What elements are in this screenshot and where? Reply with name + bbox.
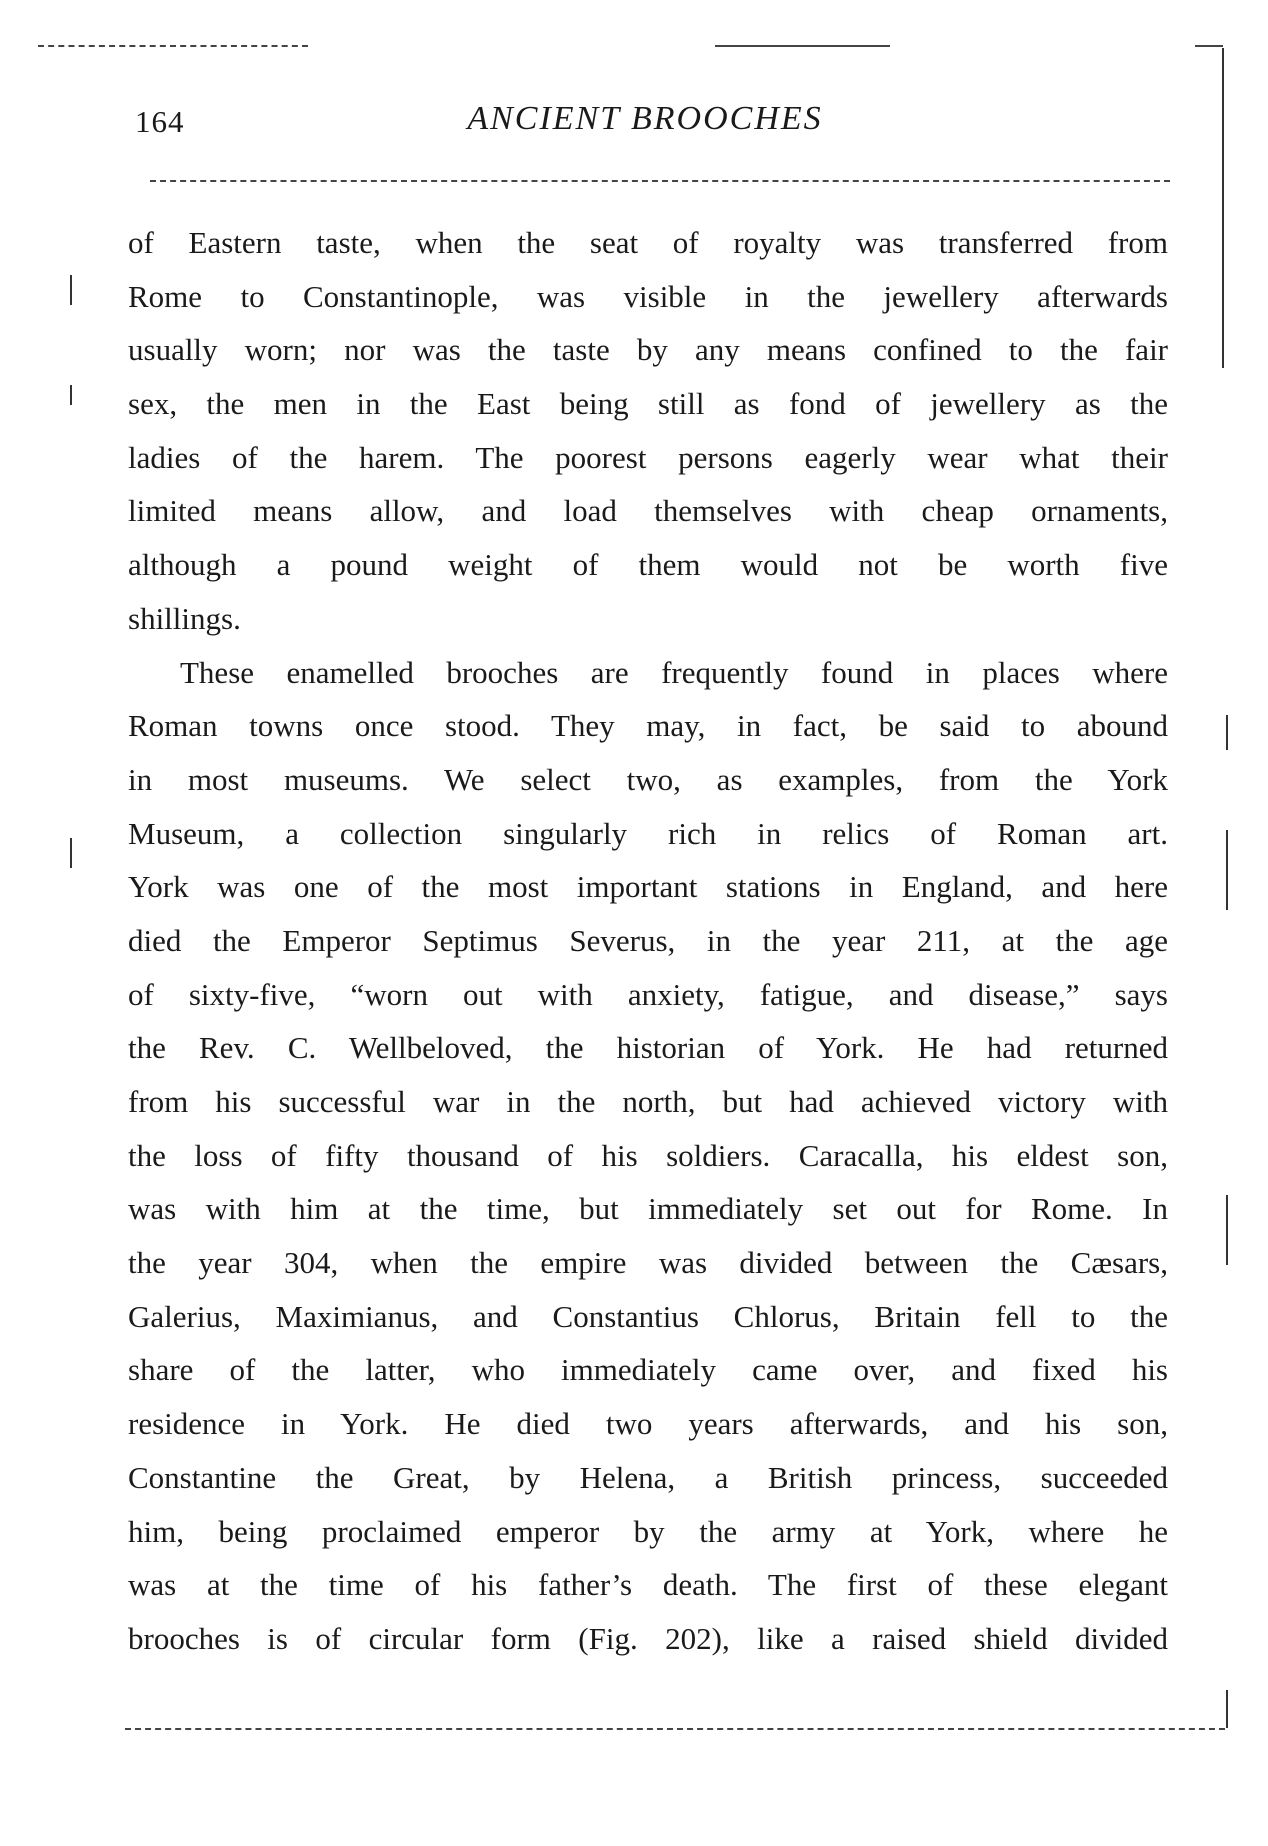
paragraph-1 bbox=[128, 216, 1168, 646]
right-edge-line-top bbox=[1222, 48, 1224, 368]
text-line: Rome to Constantinople, was visible in the jewellery afterwards bbox=[128, 278, 1168, 314]
text-line: died the Emperor Septimus Severus, in the year 211, at the age bbox=[128, 922, 1168, 958]
text-line: the year 304, when the empire was divided between the Cæsars, bbox=[128, 1245, 1168, 1281]
text-line: was with him at the time, but immediately set out for Rome. In bbox=[128, 1191, 1168, 1227]
text-line: Roman towns once stood. They may, in fact, be said to abound bbox=[128, 708, 1168, 744]
right-margin-mark-1 bbox=[1226, 715, 1228, 750]
text-line: him, being proclaimed emperor by the army at York, where he bbox=[128, 1513, 1168, 1549]
right-margin-mark-3 bbox=[1226, 1195, 1228, 1265]
bottom-scan-rule bbox=[125, 1728, 1225, 1730]
text-line: sex, the men in the East being still as fond of jewellery as the bbox=[128, 386, 1168, 422]
header-rule bbox=[150, 180, 1170, 182]
top-scan-rule-right bbox=[715, 45, 890, 47]
text-line: was at the time of his father’s death. The first of these elegant bbox=[128, 1567, 1168, 1603]
text-line: the loss of fifty thousand of his soldiers. Caracalla, his eldest son, bbox=[128, 1137, 1168, 1173]
page-number: 164 bbox=[135, 104, 185, 139]
text-line: of sixty-five, “worn out with anxiety, fatigue, and disease,” says bbox=[128, 976, 1168, 1012]
text-line: brooches is of circular form (Fig. 202), like a raised shield divided bbox=[128, 1620, 1168, 1656]
right-margin-mark-2 bbox=[1226, 830, 1228, 910]
text-line: although a pound weight of them would not be worth five bbox=[128, 547, 1168, 583]
text-line: residence in York. He died two years afterwards, and his son, bbox=[128, 1406, 1168, 1442]
text-line: in most museums. We select two, as examples, from the York bbox=[128, 761, 1168, 797]
top-scan-rule-corner bbox=[1195, 45, 1223, 47]
left-margin-mark-1 bbox=[70, 275, 72, 305]
text-line: Museum, a collection singularly rich in relics of Roman art. bbox=[128, 815, 1168, 851]
text-line: from his successful war in the north, but had achieved victory with bbox=[128, 1084, 1168, 1119]
text-line: Constantine the Great, by Helena, a British princess, succeeded bbox=[128, 1459, 1168, 1495]
text-line: shillings. bbox=[128, 600, 241, 636]
text-line: Galerius, Maximianus, and Constantius Chlorus, Britain fell to the bbox=[128, 1298, 1168, 1334]
left-margin-mark-3 bbox=[70, 838, 72, 868]
top-scan-rule-left bbox=[38, 45, 308, 47]
paragraph-2 bbox=[128, 646, 1168, 1666]
text-line: limited means allow, and load themselves with cheap ornaments, bbox=[128, 493, 1168, 529]
text-line: These enamelled brooches are frequently found in places where bbox=[180, 654, 1168, 690]
text-line: of Eastern taste, when the seat of royalty was transferred from bbox=[128, 225, 1168, 260]
text-line: share of the latter, who immediately came over, and fixed his bbox=[128, 1352, 1168, 1388]
text-line: ladies of the harem. The poorest persons eagerly wear what their bbox=[128, 439, 1168, 475]
left-margin-mark-2 bbox=[70, 385, 72, 405]
running-title: ANCIENT BROOCHES bbox=[467, 100, 823, 137]
text-line: usually worn; nor was the taste by any means confined to the fair bbox=[128, 332, 1168, 368]
text-line: the Rev. C. Wellbeloved, the historian of York. He had returned bbox=[128, 1030, 1168, 1066]
body-text bbox=[128, 216, 1168, 1666]
text-line: York was one of the most important stations in England, and here bbox=[128, 869, 1168, 905]
page-header bbox=[120, 100, 1170, 150]
right-margin-mark-4 bbox=[1226, 1690, 1228, 1728]
